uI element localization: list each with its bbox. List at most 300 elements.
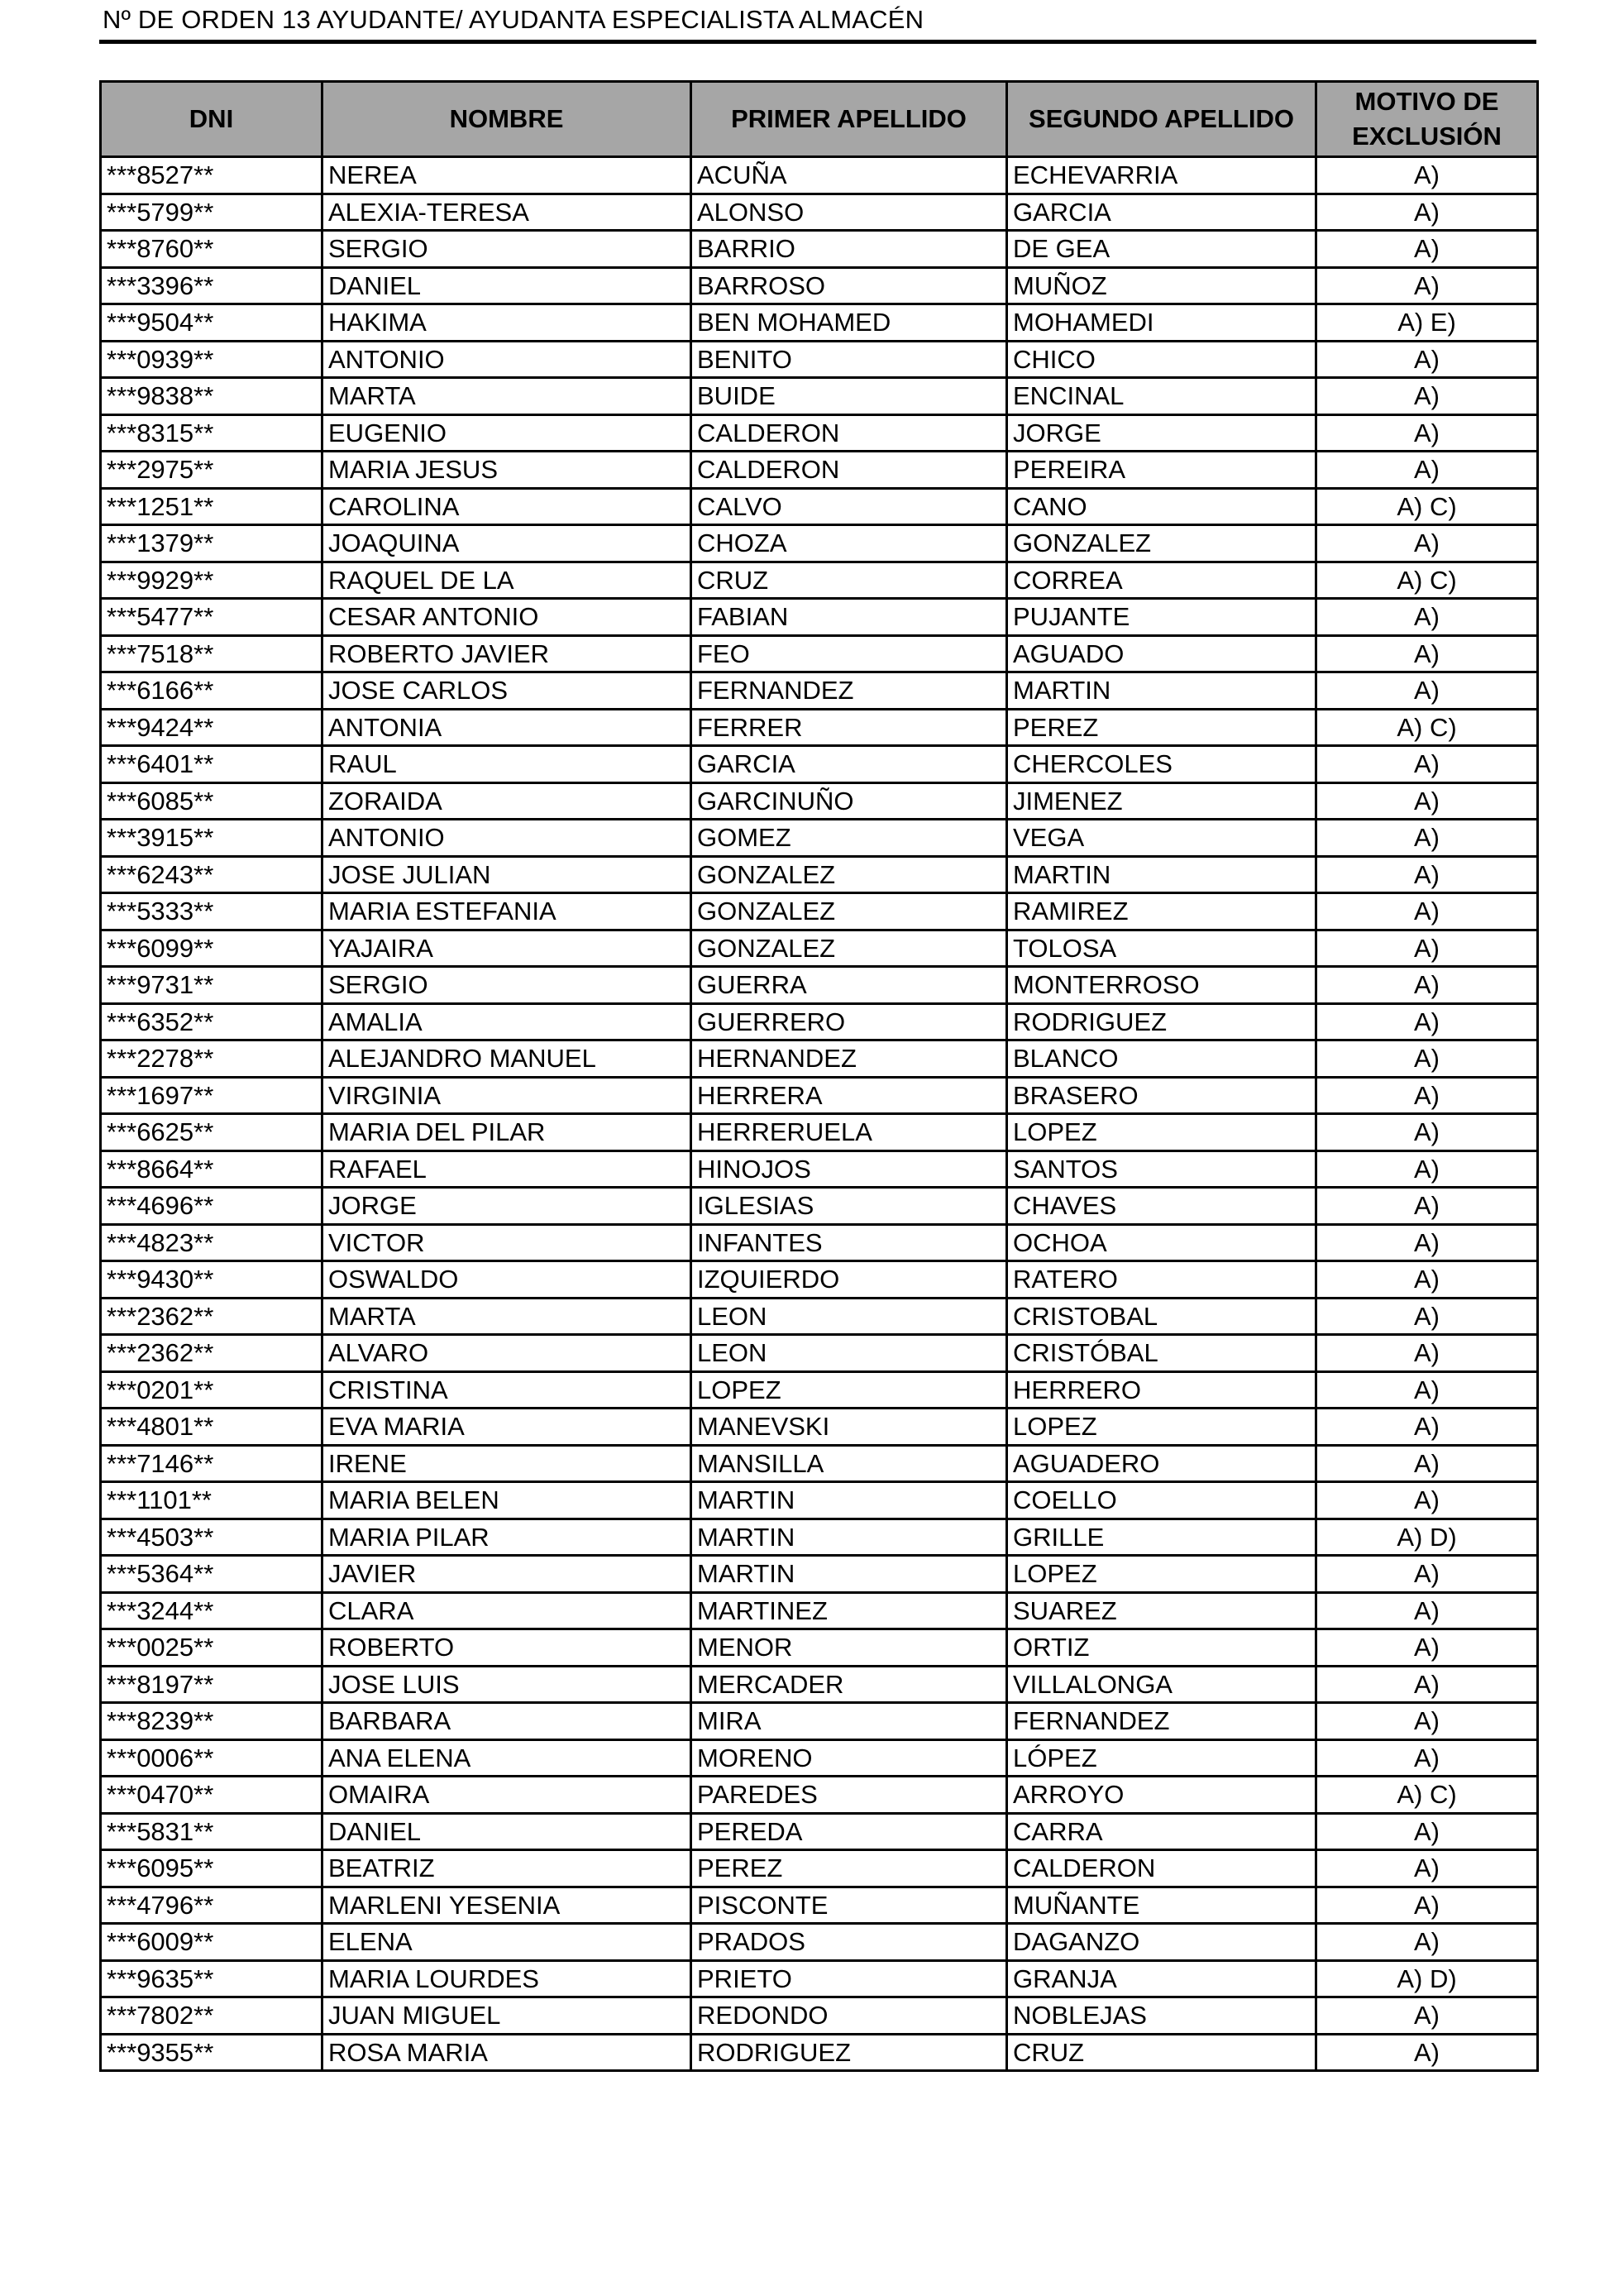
table-row (101, 1298, 1538, 1335)
cell-primer-apellido: HERNANDEZ (691, 1040, 1007, 1078)
cell-nombre: OSWALDO (322, 1261, 691, 1299)
table-row (101, 856, 1538, 893)
cell-dni: ***5333** (101, 893, 322, 930)
cell-motivo: A) (1316, 1335, 1538, 1372)
cell-segundo-apellido: RODRIGUEZ (1007, 1003, 1316, 1040)
cell-segundo-apellido: MARTIN (1007, 672, 1316, 710)
cell-nombre: MARTA (322, 1298, 691, 1335)
cell-nombre: ALEJANDRO MANUEL (322, 1040, 691, 1078)
cell-segundo-apellido: SUAREZ (1007, 1592, 1316, 1629)
table-row (101, 2034, 1538, 2071)
cell-segundo-apellido: HERRERO (1007, 1371, 1316, 1409)
table-row (101, 414, 1538, 452)
cell-nombre: ALEXIA-TERESA (322, 194, 691, 231)
cell-motivo: A) (1316, 635, 1538, 672)
cell-primer-apellido: ACUÑA (691, 157, 1007, 194)
cell-nombre: ANA ELENA (322, 1739, 691, 1777)
cell-motivo: A) (1316, 1409, 1538, 1446)
cell-nombre: ANTONIO (322, 341, 691, 378)
cell-primer-apellido: PAREDES (691, 1777, 1007, 1814)
cell-segundo-apellido: PUJANTE (1007, 599, 1316, 636)
cell-segundo-apellido: NOBLEJAS (1007, 1997, 1316, 2035)
cell-motivo: A) (1316, 1077, 1538, 1114)
cell-segundo-apellido: LOPEZ (1007, 1114, 1316, 1151)
cell-motivo: A) (1316, 1371, 1538, 1409)
cell-primer-apellido: PISCONTE (691, 1887, 1007, 1924)
cell-nombre: ELENA (322, 1924, 691, 1961)
table-row (101, 1629, 1538, 1667)
cell-primer-apellido: GARCINUÑO (691, 782, 1007, 820)
cell-dni: ***6099** (101, 930, 322, 967)
cell-dni: ***2278** (101, 1040, 322, 1078)
cell-motivo: A) (1316, 525, 1538, 562)
table-row (101, 1887, 1538, 1924)
cell-dni: ***8527** (101, 157, 322, 194)
cell-nombre: ROBERTO (322, 1629, 691, 1667)
cell-dni: ***0470** (101, 1777, 322, 1814)
cell-segundo-apellido: VEGA (1007, 820, 1316, 857)
cell-motivo: A) C) (1316, 562, 1538, 599)
cell-primer-apellido: CALDERON (691, 414, 1007, 452)
cell-primer-apellido: MORENO (691, 1739, 1007, 1777)
cell-nombre: ANTONIO (322, 820, 691, 857)
cell-primer-apellido: BENITO (691, 341, 1007, 378)
cell-nombre: MARIA DEL PILAR (322, 1114, 691, 1151)
table-row (101, 1077, 1538, 1114)
cell-nombre: YAJAIRA (322, 930, 691, 967)
cell-primer-apellido: GUERRA (691, 967, 1007, 1004)
cell-segundo-apellido: LOPEZ (1007, 1556, 1316, 1593)
table-row (101, 1960, 1538, 1997)
cell-dni: ***1379** (101, 525, 322, 562)
cell-nombre: MARIA JESUS (322, 452, 691, 489)
cell-primer-apellido: MANSILLA (691, 1445, 1007, 1482)
cell-nombre: JOSE CARLOS (322, 672, 691, 710)
cell-motivo: A) (1316, 1224, 1538, 1261)
cell-primer-apellido: CHOZA (691, 525, 1007, 562)
cell-primer-apellido: MIRA (691, 1703, 1007, 1740)
cell-motivo: A) C) (1316, 488, 1538, 525)
table-body (101, 157, 1538, 2071)
cell-primer-apellido: IGLESIAS (691, 1188, 1007, 1225)
cell-primer-apellido: MERCADER (691, 1666, 1007, 1703)
cell-dni: ***8239** (101, 1703, 322, 1740)
table-row (101, 1224, 1538, 1261)
cell-primer-apellido: PEREDA (691, 1813, 1007, 1850)
table-row (101, 1519, 1538, 1556)
cell-nombre: RAFAEL (322, 1150, 691, 1188)
cell-primer-apellido: MENOR (691, 1629, 1007, 1667)
cell-motivo: A) (1316, 1887, 1538, 1924)
table-row (101, 1150, 1538, 1188)
table-row (101, 746, 1538, 783)
table-row (101, 1997, 1538, 2035)
table-row (101, 1040, 1538, 1078)
cell-primer-apellido: GONZALEZ (691, 930, 1007, 967)
cell-primer-apellido: ALONSO (691, 194, 1007, 231)
cell-segundo-apellido: CARRA (1007, 1813, 1316, 1850)
cell-motivo: A) (1316, 1813, 1538, 1850)
cell-nombre: JORGE (322, 1188, 691, 1225)
cell-primer-apellido: CALVO (691, 488, 1007, 525)
cell-motivo: A) (1316, 599, 1538, 636)
cell-segundo-apellido: DE GEA (1007, 231, 1316, 268)
cell-primer-apellido: LEON (691, 1335, 1007, 1372)
header-row (101, 82, 1538, 157)
cell-primer-apellido: MANEVSKI (691, 1409, 1007, 1446)
table-row (101, 1409, 1538, 1446)
column-header-dni: DNI (101, 82, 322, 157)
cell-primer-apellido: GONZALEZ (691, 893, 1007, 930)
cell-primer-apellido: GONZALEZ (691, 856, 1007, 893)
cell-dni: ***6625** (101, 1114, 322, 1151)
cell-segundo-apellido: GONZALEZ (1007, 525, 1316, 562)
cell-motivo: A) (1316, 1997, 1538, 2035)
cell-segundo-apellido: GRANJA (1007, 1960, 1316, 1997)
cell-segundo-apellido: ORTIZ (1007, 1629, 1316, 1667)
cell-dni: ***8197** (101, 1666, 322, 1703)
table-row (101, 1850, 1538, 1887)
column-header-primer-apellido: PRIMER APELLIDO (691, 82, 1007, 157)
cell-segundo-apellido: RAMIREZ (1007, 893, 1316, 930)
cell-nombre: IRENE (322, 1445, 691, 1482)
cell-dni: ***7146** (101, 1445, 322, 1482)
cell-dni: ***4503** (101, 1519, 322, 1556)
cell-motivo: A) (1316, 1703, 1538, 1740)
cell-dni: ***9430** (101, 1261, 322, 1299)
cell-motivo: A) (1316, 341, 1538, 378)
table-row (101, 267, 1538, 304)
cell-nombre: RAQUEL DE LA (322, 562, 691, 599)
cell-segundo-apellido: BLANCO (1007, 1040, 1316, 1078)
exclusion-table (99, 80, 1539, 2072)
cell-nombre: ANTONIA (322, 709, 691, 746)
cell-primer-apellido: IZQUIERDO (691, 1261, 1007, 1299)
cell-dni: ***6166** (101, 672, 322, 710)
cell-dni: ***9635** (101, 1960, 322, 1997)
cell-motivo: A) (1316, 782, 1538, 820)
cell-dni: ***6085** (101, 782, 322, 820)
cell-segundo-apellido: VILLALONGA (1007, 1666, 1316, 1703)
cell-dni: ***1251** (101, 488, 322, 525)
cell-motivo: A) E) (1316, 304, 1538, 342)
table-row (101, 1114, 1538, 1151)
table-row (101, 782, 1538, 820)
cell-segundo-apellido: COELLO (1007, 1482, 1316, 1519)
cell-nombre: ROBERTO JAVIER (322, 635, 691, 672)
cell-segundo-apellido: OCHOA (1007, 1224, 1316, 1261)
cell-nombre: MARIA LOURDES (322, 1960, 691, 1997)
cell-motivo: A) (1316, 1298, 1538, 1335)
table-row (101, 1335, 1538, 1372)
table-row (101, 1261, 1538, 1299)
cell-segundo-apellido: SANTOS (1007, 1150, 1316, 1188)
cell-motivo: A) (1316, 893, 1538, 930)
cell-primer-apellido: PRIETO (691, 1960, 1007, 1997)
cell-motivo: A) (1316, 1629, 1538, 1667)
table-row (101, 1188, 1538, 1225)
cell-motivo: A) (1316, 157, 1538, 194)
table-row (101, 1777, 1538, 1814)
table-row (101, 1924, 1538, 1961)
cell-dni: ***8664** (101, 1150, 322, 1188)
cell-segundo-apellido: AGUADO (1007, 635, 1316, 672)
cell-motivo: A) C) (1316, 709, 1538, 746)
table-row (101, 672, 1538, 710)
cell-dni: ***8315** (101, 414, 322, 452)
cell-primer-apellido: LOPEZ (691, 1371, 1007, 1409)
cell-dni: ***6401** (101, 746, 322, 783)
cell-dni: ***6243** (101, 856, 322, 893)
cell-segundo-apellido: MARTIN (1007, 856, 1316, 893)
table-row (101, 304, 1538, 342)
cell-nombre: CRISTINA (322, 1371, 691, 1409)
cell-primer-apellido: HINOJOS (691, 1150, 1007, 1188)
cell-motivo: A) (1316, 378, 1538, 415)
cell-primer-apellido: FABIAN (691, 599, 1007, 636)
cell-motivo: A) (1316, 820, 1538, 857)
cell-dni: ***2362** (101, 1298, 322, 1335)
cell-segundo-apellido: JORGE (1007, 414, 1316, 452)
cell-dni: ***0201** (101, 1371, 322, 1409)
table-row (101, 194, 1538, 231)
cell-segundo-apellido: MUÑOZ (1007, 267, 1316, 304)
cell-segundo-apellido: MUÑANTE (1007, 1887, 1316, 1924)
table-row (101, 1445, 1538, 1482)
cell-primer-apellido: CALDERON (691, 452, 1007, 489)
cell-nombre: MARIA BELEN (322, 1482, 691, 1519)
cell-segundo-apellido: CHICO (1007, 341, 1316, 378)
cell-dni: ***9355** (101, 2034, 322, 2071)
cell-motivo: A) (1316, 672, 1538, 710)
cell-primer-apellido: CRUZ (691, 562, 1007, 599)
table-row (101, 709, 1538, 746)
cell-motivo: A) (1316, 1666, 1538, 1703)
table-row (101, 893, 1538, 930)
cell-dni: ***6352** (101, 1003, 322, 1040)
cell-nombre: MARIA ESTEFANIA (322, 893, 691, 930)
cell-dni: ***0025** (101, 1629, 322, 1667)
cell-primer-apellido: PRADOS (691, 1924, 1007, 1961)
cell-segundo-apellido: LOPEZ (1007, 1409, 1316, 1446)
cell-segundo-apellido: BRASERO (1007, 1077, 1316, 1114)
table-row (101, 1703, 1538, 1740)
cell-nombre: JOSE LUIS (322, 1666, 691, 1703)
cell-nombre: SERGIO (322, 231, 691, 268)
cell-dni: ***0939** (101, 341, 322, 378)
cell-nombre: HAKIMA (322, 304, 691, 342)
cell-nombre: BARBARA (322, 1703, 691, 1740)
cell-dni: ***5799** (101, 194, 322, 231)
table-row (101, 1666, 1538, 1703)
table-row (101, 1371, 1538, 1409)
cell-nombre: ALVARO (322, 1335, 691, 1372)
cell-motivo: A) (1316, 1040, 1538, 1078)
cell-segundo-apellido: TOLOSA (1007, 930, 1316, 967)
cell-segundo-apellido: GARCIA (1007, 194, 1316, 231)
cell-dni: ***8760** (101, 231, 322, 268)
cell-dni: ***9504** (101, 304, 322, 342)
cell-segundo-apellido: LÓPEZ (1007, 1739, 1316, 1777)
table-row (101, 1739, 1538, 1777)
cell-motivo: A) (1316, 1150, 1538, 1188)
cell-motivo: A) (1316, 2034, 1538, 2071)
cell-motivo: A) (1316, 1003, 1538, 1040)
cell-motivo: A) (1316, 1556, 1538, 1593)
cell-dni: ***9838** (101, 378, 322, 415)
table-row (101, 562, 1538, 599)
table-row (101, 488, 1538, 525)
cell-dni: ***7802** (101, 1997, 322, 2035)
cell-segundo-apellido: ENCINAL (1007, 378, 1316, 415)
cell-motivo: A) (1316, 452, 1538, 489)
cell-nombre: CAROLINA (322, 488, 691, 525)
cell-primer-apellido: FERRER (691, 709, 1007, 746)
cell-nombre: RAUL (322, 746, 691, 783)
table-row (101, 157, 1538, 194)
cell-motivo: A) (1316, 1445, 1538, 1482)
cell-nombre: MARTA (322, 378, 691, 415)
table-row (101, 378, 1538, 415)
cell-primer-apellido: HERRERA (691, 1077, 1007, 1114)
cell-dni: ***5831** (101, 1813, 322, 1850)
cell-motivo: A) (1316, 967, 1538, 1004)
cell-dni: ***2362** (101, 1335, 322, 1372)
cell-segundo-apellido: FERNANDEZ (1007, 1703, 1316, 1740)
table-row (101, 1813, 1538, 1850)
cell-dni: ***5477** (101, 599, 322, 636)
cell-motivo: A) (1316, 1188, 1538, 1225)
table-row (101, 635, 1538, 672)
cell-motivo: A) (1316, 1261, 1538, 1299)
table-row (101, 1556, 1538, 1593)
cell-segundo-apellido: GRILLE (1007, 1519, 1316, 1556)
cell-primer-apellido: MARTIN (691, 1519, 1007, 1556)
cell-primer-apellido: MARTIN (691, 1556, 1007, 1593)
cell-segundo-apellido: CRISTOBAL (1007, 1298, 1316, 1335)
cell-motivo: A) (1316, 1592, 1538, 1629)
cell-segundo-apellido: PEREIRA (1007, 452, 1316, 489)
cell-nombre: DANIEL (322, 267, 691, 304)
cell-primer-apellido: MARTINEZ (691, 1592, 1007, 1629)
cell-segundo-apellido: CHERCOLES (1007, 746, 1316, 783)
cell-primer-apellido: GOMEZ (691, 820, 1007, 857)
cell-dni: ***3244** (101, 1592, 322, 1629)
cell-dni: ***3396** (101, 267, 322, 304)
table-row (101, 1592, 1538, 1629)
cell-nombre: NEREA (322, 157, 691, 194)
cell-nombre: AMALIA (322, 1003, 691, 1040)
cell-segundo-apellido: MOHAMEDI (1007, 304, 1316, 342)
table-row (101, 599, 1538, 636)
cell-nombre: JAVIER (322, 1556, 691, 1593)
column-header-segundo-apellido: SEGUNDO APELLIDO (1007, 82, 1316, 157)
cell-nombre: JOSE JULIAN (322, 856, 691, 893)
cell-nombre: ROSA MARIA (322, 2034, 691, 2071)
cell-primer-apellido: BEN MOHAMED (691, 304, 1007, 342)
cell-nombre: SERGIO (322, 967, 691, 1004)
cell-nombre: ZORAIDA (322, 782, 691, 820)
cell-primer-apellido: FERNANDEZ (691, 672, 1007, 710)
cell-segundo-apellido: ECHEVARRIA (1007, 157, 1316, 194)
cell-nombre: JOAQUINA (322, 525, 691, 562)
cell-dni: ***1697** (101, 1077, 322, 1114)
cell-motivo: A) (1316, 930, 1538, 967)
cell-motivo: A) (1316, 1482, 1538, 1519)
cell-motivo: A) (1316, 746, 1538, 783)
cell-segundo-apellido: PEREZ (1007, 709, 1316, 746)
cell-segundo-apellido: ARROYO (1007, 1777, 1316, 1814)
cell-primer-apellido: RODRIGUEZ (691, 2034, 1007, 2071)
table-row (101, 1482, 1538, 1519)
cell-dni: ***6095** (101, 1850, 322, 1887)
page-title: Nº DE ORDEN 13 AYUDANTE/ AYUDANTA ESPECIALISTA ALMACÉN (103, 5, 924, 34)
cell-segundo-apellido: CRISTÓBAL (1007, 1335, 1316, 1372)
cell-primer-apellido: FEO (691, 635, 1007, 672)
column-header-nombre: NOMBRE (322, 82, 691, 157)
cell-motivo: A) (1316, 267, 1538, 304)
cell-motivo: A) (1316, 231, 1538, 268)
cell-nombre: OMAIRA (322, 1777, 691, 1814)
cell-nombre: MARLENI YESENIA (322, 1887, 691, 1924)
cell-dni: ***9731** (101, 967, 322, 1004)
cell-primer-apellido: GUERRERO (691, 1003, 1007, 1040)
cell-segundo-apellido: AGUADERO (1007, 1445, 1316, 1482)
cell-motivo: A) C) (1316, 1777, 1538, 1814)
title-underline (99, 40, 1536, 44)
cell-primer-apellido: BARROSO (691, 267, 1007, 304)
cell-dni: ***0006** (101, 1739, 322, 1777)
cell-segundo-apellido: DAGANZO (1007, 1924, 1316, 1961)
cell-nombre: CLARA (322, 1592, 691, 1629)
cell-nombre: VICTOR (322, 1224, 691, 1261)
cell-nombre: BEATRIZ (322, 1850, 691, 1887)
cell-motivo: A) (1316, 194, 1538, 231)
cell-nombre: MARIA PILAR (322, 1519, 691, 1556)
cell-dni: ***5364** (101, 1556, 322, 1593)
table-row (101, 967, 1538, 1004)
cell-dni: ***4796** (101, 1887, 322, 1924)
table-row (101, 341, 1538, 378)
column-header-motivo: MOTIVO DE EXCLUSIÓN (1316, 82, 1538, 157)
cell-primer-apellido: LEON (691, 1298, 1007, 1335)
cell-dni: ***7518** (101, 635, 322, 672)
cell-motivo: A) (1316, 1114, 1538, 1151)
cell-motivo: A) (1316, 414, 1538, 452)
cell-dni: ***9424** (101, 709, 322, 746)
cell-segundo-apellido: CHAVES (1007, 1188, 1316, 1225)
cell-nombre: DANIEL (322, 1813, 691, 1850)
cell-segundo-apellido: CALDERON (1007, 1850, 1316, 1887)
cell-motivo: A) (1316, 1850, 1538, 1887)
cell-primer-apellido: GARCIA (691, 746, 1007, 783)
cell-motivo: A) D) (1316, 1960, 1538, 1997)
cell-segundo-apellido: CRUZ (1007, 2034, 1316, 2071)
cell-nombre: EUGENIO (322, 414, 691, 452)
cell-primer-apellido: INFANTES (691, 1224, 1007, 1261)
table-row (101, 231, 1538, 268)
cell-nombre: VIRGINIA (322, 1077, 691, 1114)
cell-nombre: JUAN MIGUEL (322, 1997, 691, 2035)
cell-dni: ***1101** (101, 1482, 322, 1519)
table-row (101, 1003, 1538, 1040)
cell-segundo-apellido: CORREA (1007, 562, 1316, 599)
cell-dni: ***6009** (101, 1924, 322, 1961)
cell-segundo-apellido: CANO (1007, 488, 1316, 525)
cell-primer-apellido: HERRERUELA (691, 1114, 1007, 1151)
cell-segundo-apellido: RATERO (1007, 1261, 1316, 1299)
cell-motivo: A) (1316, 1739, 1538, 1777)
